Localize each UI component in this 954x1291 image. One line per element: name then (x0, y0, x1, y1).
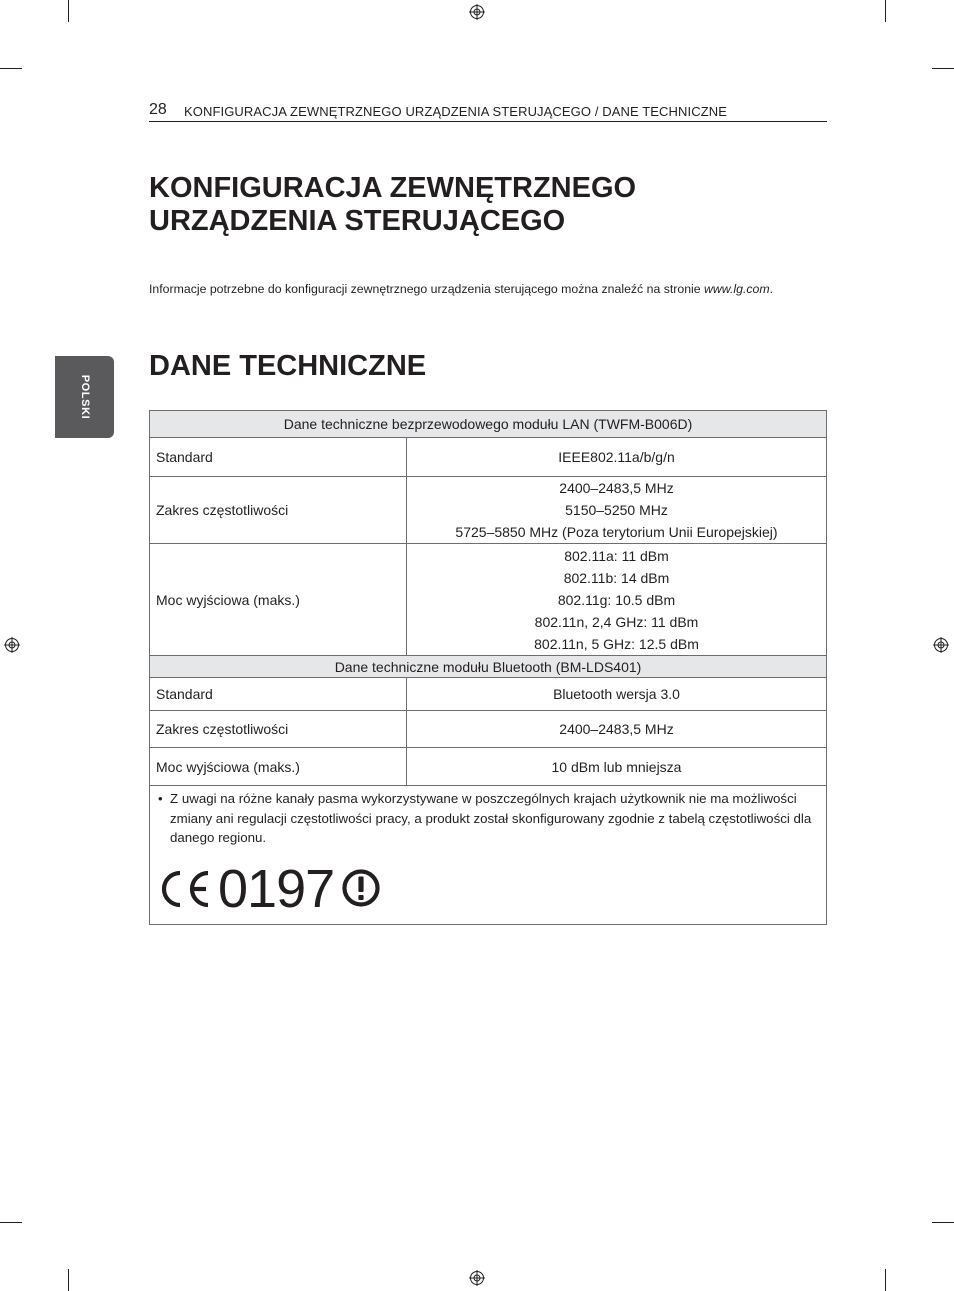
certification-marks (158, 854, 818, 924)
value-line: 2400–2483,5 MHz (559, 480, 674, 496)
section-title-line: KONFIGURACJA ZEWNĘTRZNEGO (149, 172, 637, 204)
value-line: 802.11a: 11 dBm (564, 547, 669, 564)
row-label: Standard (150, 678, 407, 711)
section-title-external-control (149, 172, 636, 238)
table-row (150, 544, 827, 656)
value-line: 10 dBm lub mniejsza (551, 758, 682, 775)
table-row (150, 438, 827, 477)
spec-table (149, 410, 827, 925)
value-line: Bluetooth wersja 3.0 (553, 686, 680, 702)
table-heading-row (150, 411, 827, 438)
value-line: 802.11g: 10.5 dBm (557, 591, 676, 608)
website-link[interactable]: www.lg.com (704, 282, 770, 296)
value-line: 802.11n, 2,4 GHz: 11 dBm (534, 613, 699, 630)
header-rule (149, 121, 827, 122)
registration-mark-icon (4, 637, 20, 653)
intro-paragraph (149, 282, 773, 296)
registration-mark-icon (933, 637, 949, 653)
note-cell (150, 786, 827, 925)
language-tab-label: POLSKI (78, 374, 91, 420)
running-header: KONFIGURACJA ZEWNĘTRZNEGO URZĄDZENIA STERUJĄCEGO / DANE TECHNICZNE (184, 104, 728, 119)
wlan-heading: Dane techniczne bezprzewodowego modułu LAN (TWFM-B006D) (150, 411, 827, 438)
trim-mark (885, 1269, 886, 1291)
trim-mark (68, 0, 69, 22)
trim-mark (0, 1222, 22, 1223)
row-label: Moc wyjściowa (maks.) (150, 748, 407, 786)
row-label: Zakres częstotliwości (150, 477, 407, 544)
section-title-line: URZĄDZENIA STERUJĄCEGO (149, 205, 566, 237)
row-label: Standard (150, 438, 407, 477)
value-line: 802.11n, 5 GHz: 12.5 dBm (534, 635, 699, 652)
row-value (407, 678, 827, 711)
row-label: Moc wyjściowa (maks.) (150, 544, 407, 656)
note-row (150, 786, 827, 925)
registration-mark-icon (469, 4, 485, 20)
value-line: 5150–5250 MHz (565, 502, 668, 518)
row-value (407, 544, 827, 656)
intro-end: . (769, 282, 774, 296)
table-heading-row (150, 656, 827, 678)
ce-mark-icon (158, 869, 212, 909)
row-value (407, 711, 827, 748)
row-value (407, 477, 827, 544)
trim-mark (885, 0, 886, 22)
value-line: IEEE802.11a/b/g/n (558, 449, 675, 465)
value-line: 2400–2483,5 MHz (559, 721, 674, 737)
trim-mark (68, 1269, 69, 1291)
section-title-specs: DANE TECHNICZNE (149, 350, 427, 382)
value-line: 802.11b: 14 dBm (563, 569, 670, 586)
notified-body-number: 0197 (218, 858, 335, 919)
table-row (150, 748, 827, 786)
registration-mark-icon (469, 1270, 485, 1286)
intro-text: Informacje potrzebne do konfiguracji zewnętrznego urządzenia sterującego można znaleźć na stronie (149, 282, 705, 296)
bluetooth-heading: Dane techniczne modułu Bluetooth (BM-LDS401) (150, 656, 827, 678)
value-line: 5725–5850 MHz (Poza terytorium Unii Europejskiej) (455, 524, 778, 540)
alert-class-2-icon (341, 868, 381, 908)
table-row (150, 678, 827, 711)
page-number: 28 (149, 101, 167, 118)
table-row (150, 711, 827, 748)
trim-mark (932, 68, 954, 69)
table-row (150, 477, 827, 544)
row-label: Zakres częstotliwości (150, 711, 407, 748)
row-value (407, 438, 827, 477)
row-value (407, 748, 827, 786)
regulatory-note: • Z uwagi na różne kanały pasma wykorzystywane w poszczególnych krajach użytkownik nie ma możliwości zmiany ani regulacji częstotliwości pracy, a produkt został skonfigurowany zgodnie z tabelą częstotliwości dla danego regionu. (158, 789, 818, 848)
trim-mark (0, 68, 22, 69)
trim-mark (932, 1222, 954, 1223)
language-tab (55, 356, 114, 438)
